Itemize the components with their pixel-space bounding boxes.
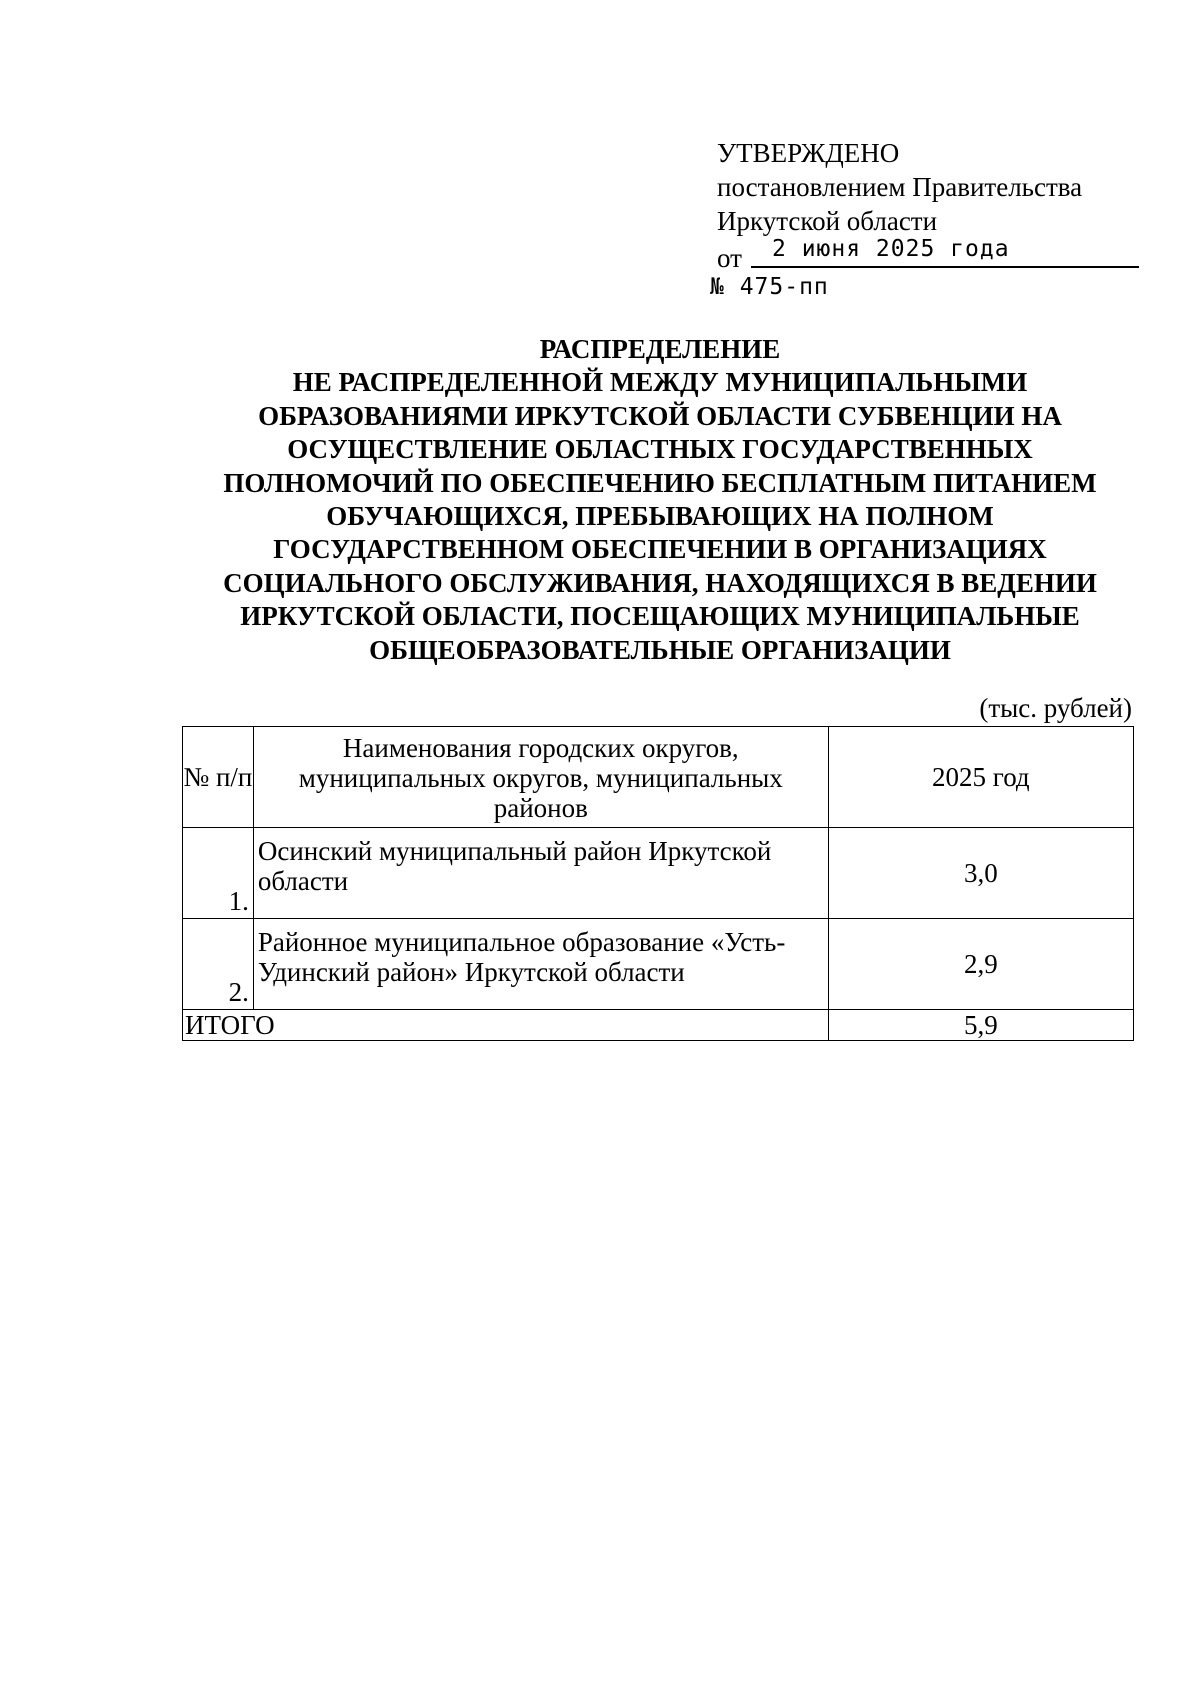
total-row	[183, 1010, 1134, 1041]
approval-date-line	[717, 238, 1137, 272]
row-num: 2.	[183, 919, 254, 1010]
resolution-number: № 475-пп	[710, 274, 829, 300]
header-name: Наименования городских округов, муниципальных округов, муниципальных районов	[253, 727, 828, 828]
row-num: 1.	[183, 828, 254, 919]
approval-block	[717, 136, 1137, 272]
distribution-table	[182, 726, 1134, 1041]
total-label: ИТОГО	[183, 1010, 829, 1041]
table-row	[183, 828, 1134, 919]
approval-region: Иркутской области	[717, 206, 938, 236]
document-title: РАСПРЕДЕЛЕНИЕ НЕ РАСПРЕДЕЛЕННОЙ МЕЖДУ МУНИЦИПАЛЬНЫМИ ОБРАЗОВАНИЯМИ ИРКУТСКОЙ ОБЛАСТИ СУБВЕНЦИИ НА ОСУЩЕСТВЛЕНИЕ ОБЛАСТНЫХ ГОСУДАРСТВЕННЫХ ПОЛНОМОЧИЙ ПО ОБЕСПЕЧЕНИЮ БЕСПЛАТНЫМ ПИТАНИЕМ ОБУЧАЮЩИХСЯ, ПРЕБЫВАЮЩИХ НА ПОЛНОМ ГОСУДАРСТВЕННОМ ОБЕСПЕЧЕНИИ В ОРГАНИЗАЦИЯХ СОЦИАЛЬНОГО ОБСЛУЖИВАНИЯ, НАХОДЯЩИХСЯ В ВЕДЕНИИ ИРКУТСКОЙ ОБЛАСТИ, ПОСЕЩАЮЩИХ МУНИЦИПАЛЬНЫЕ ОБЩЕОБРАЗОВАТЕЛЬНЫЕ ОРГАНИЗАЦИИ	[223, 334, 1097, 665]
table-row	[183, 919, 1134, 1010]
date-underline	[751, 266, 1139, 268]
approval-date: 2 июня 2025 года	[772, 236, 1010, 262]
row-value: 3,0	[828, 828, 1133, 919]
header-num: № п/п	[183, 727, 254, 828]
row-name: Осинский муниципальный район Иркутской области	[253, 828, 828, 919]
table-header-row	[183, 727, 1134, 828]
date-prefix: от	[717, 243, 742, 273]
row-value: 2,9	[828, 919, 1133, 1010]
unit-label: (тыс. рублей)	[979, 693, 1132, 723]
total-value: 5,9	[828, 1010, 1133, 1041]
row-name: Районное муниципальное образование «Усть-Удинский район» Иркутской области	[253, 919, 828, 1010]
approval-authority: постановлением Правительства	[717, 172, 1083, 202]
header-value: 2025 год	[828, 727, 1133, 828]
approval-heading: УТВЕРЖДЕНО	[717, 138, 900, 168]
